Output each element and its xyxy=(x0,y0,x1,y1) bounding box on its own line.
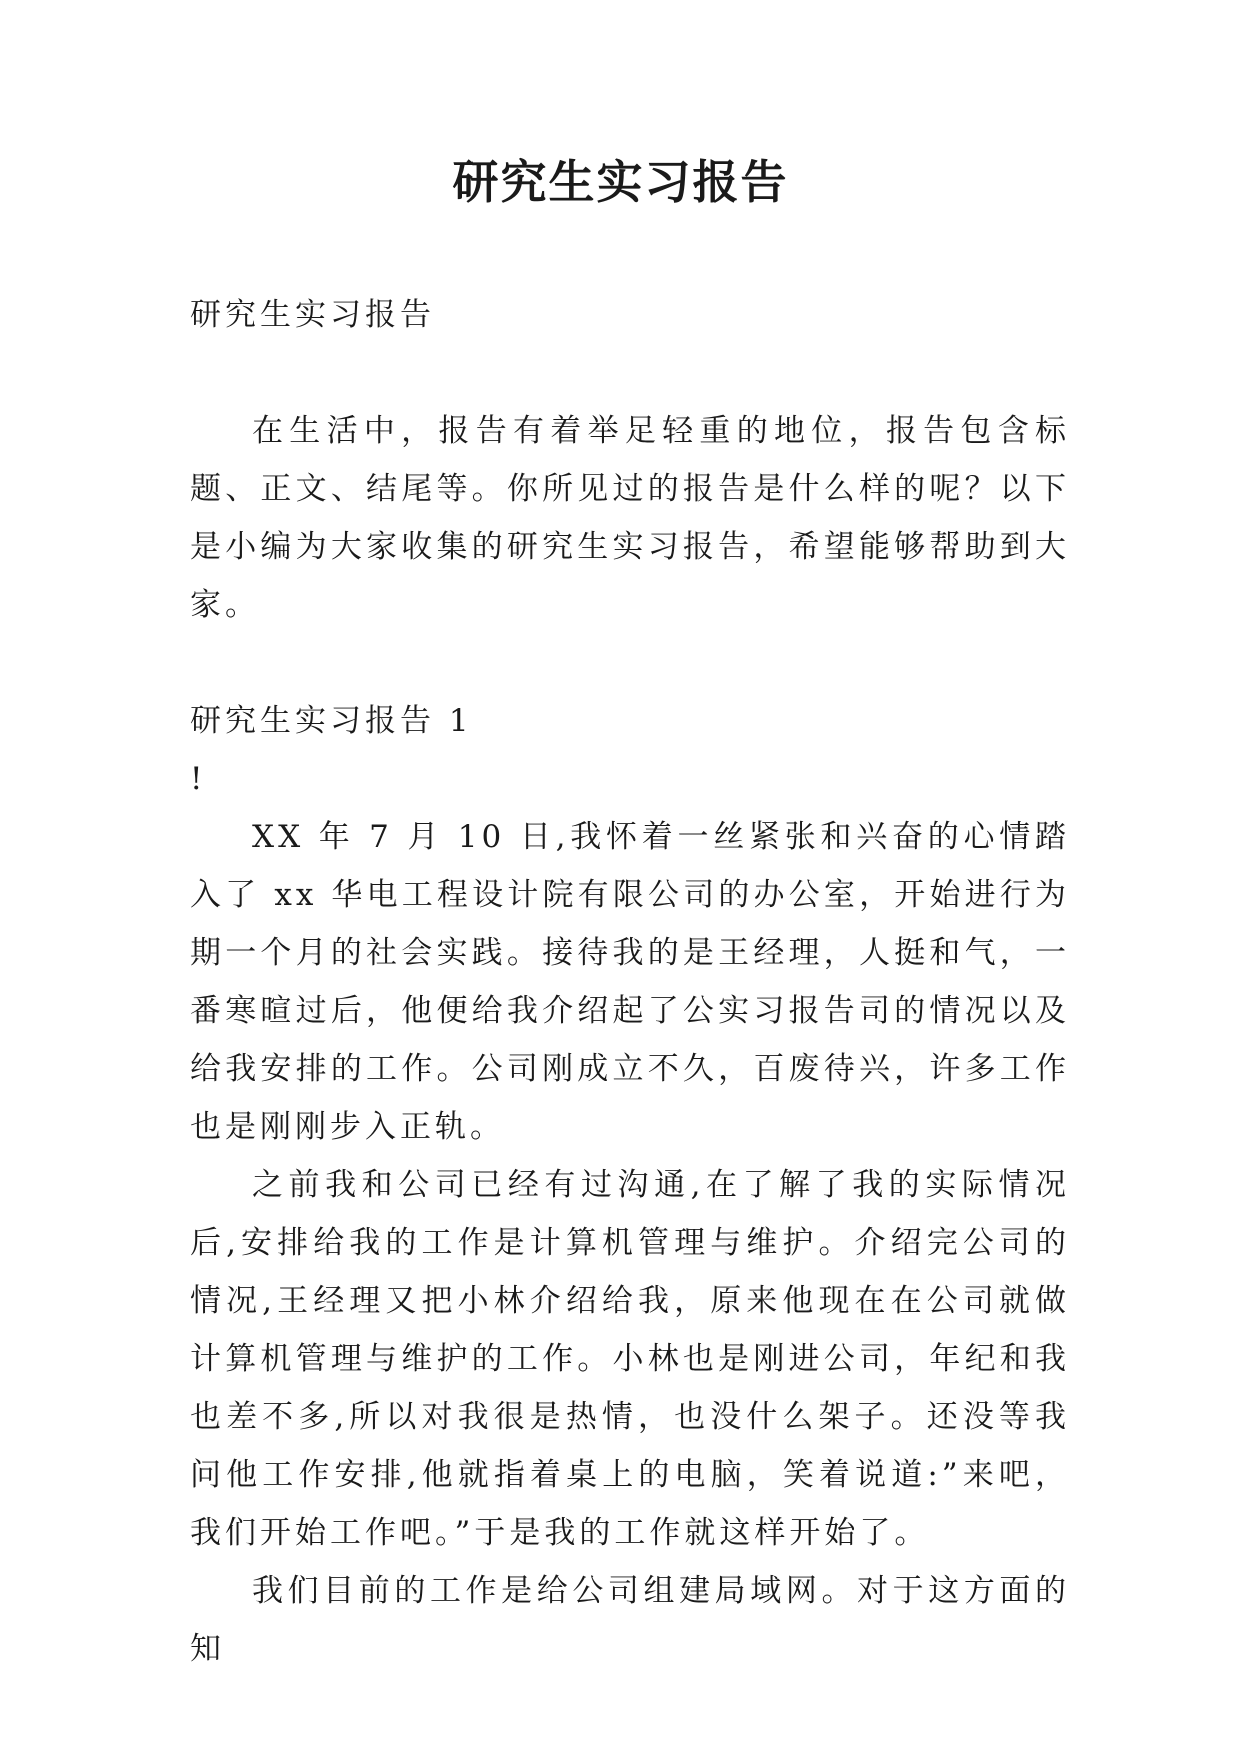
document-title: 研究生实习报告 xyxy=(452,155,789,209)
exclamation-mark: ! xyxy=(190,761,207,797)
section-heading: 研究生实习报告 1 xyxy=(190,703,473,739)
body-paragraph: XX 年 7 月 10 日,我怀着一丝紧张和兴奋的心情踏入了 xx 华电工程设计院有限公司的办公室，开始进行为期一个月的社会实践。接待我的是王经理，人挺和气，一番寒暄过后，他便给我介绍起了公实习报告司的情况以及给我安排的工作。公司刚成立不久，百废待兴，许多工作也是刚刚步入正轨。 xyxy=(190,819,1070,1145)
body-paragraph: 之前我和公司已经有过沟通,在了解了我的实际情况后,安排给我的工作是计算机管理与维护。介绍完公司的情况,王经理又把小林介绍给我，原来他现在在公司就做计算机管理与维护的工作。小林也是刚进公司，年纪和我也差不多,所以对我很是热情，也没什么架子。还没等我问他工作安排,他就指着桌上的电脑，笑着说道:”来吧，我们开始工作吧。”于是我的工作就这样开始了。 xyxy=(190,1167,1070,1551)
intro-paragraph: 在生活中，报告有着举足轻重的地位，报告包含标题、正文、结尾等。你所见过的报告是什么样的呢？以下是小编为大家收集的研究生实习报告，希望能够帮助到大家。 xyxy=(190,413,1070,623)
document-subtitle: 研究生实习报告 xyxy=(190,297,435,333)
body-paragraph: 我们目前的工作是给公司组建局域网。对于这方面的知 xyxy=(190,1573,1070,1667)
document-body xyxy=(190,286,1070,1678)
